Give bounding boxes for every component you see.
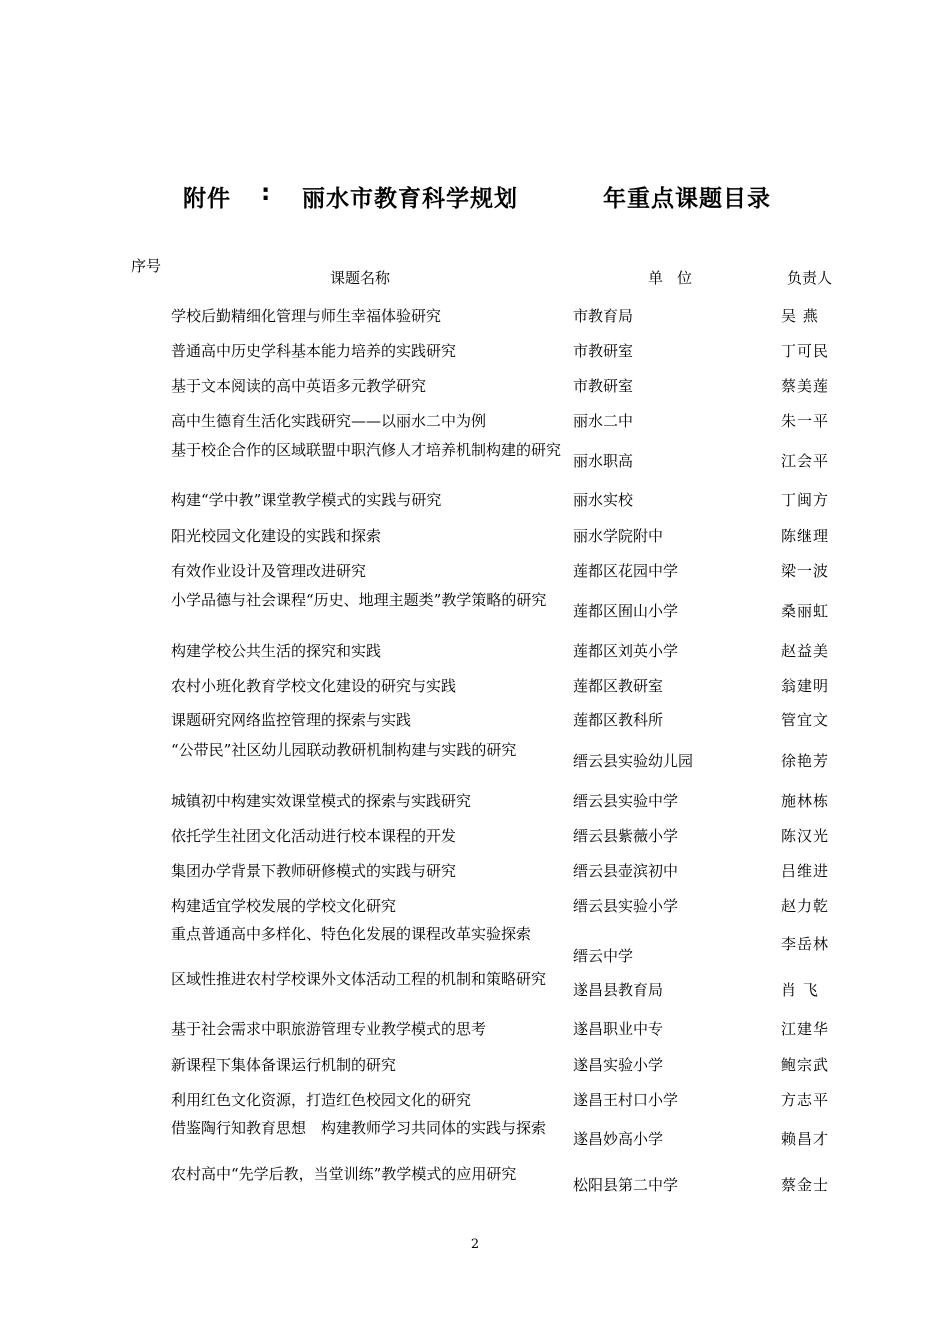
unit-cell: 莲都区刘英小学 [573, 642, 679, 660]
unit-cell: 莲都区教研室 [573, 677, 664, 695]
unit-cell: 市教研室 [573, 342, 634, 360]
title-attachment-label: 附件 [183, 186, 231, 212]
table-row [0, 340, 950, 362]
person-in-charge-cell: 鲍宗武 [781, 1056, 830, 1074]
unit-cell: 缙云县壶滨初中 [573, 862, 679, 880]
topic-name-cell: 构建“学中教”课堂教学模式的实践与研究 [171, 491, 442, 509]
unit-cell: 遂昌职业中专 [573, 1020, 664, 1038]
table-row [0, 968, 950, 1012]
topic-name-cell: 高中生德育生活化实践研究——以丽水二中为例 [171, 412, 487, 430]
topic-name-cell: 构建适宜学校发展的学校文化研究 [171, 897, 397, 915]
unit-cell: 松阳县第二中学 [573, 1176, 679, 1194]
table-row [0, 1054, 950, 1076]
unit-cell: 丽水学院附中 [573, 527, 664, 545]
table-row [0, 640, 950, 662]
table-row [0, 1163, 950, 1207]
person-in-charge-cell: 陈继理 [781, 527, 830, 545]
topic-name-cell: 有效作业设计及管理改进研究 [171, 562, 367, 580]
unit-cell: 莲都区囿山小学 [573, 602, 679, 620]
person-in-charge-cell: 吕维进 [781, 862, 830, 880]
table-row [0, 923, 950, 967]
unit-cell: 遂昌妙高小学 [573, 1130, 664, 1148]
table-row [0, 709, 950, 731]
person-in-charge-cell: 赵益美 [781, 642, 830, 660]
topic-name-cell: 课题研究网络监控管理的探索与实践 [171, 711, 412, 729]
page-number: 2 [470, 1237, 480, 1252]
person-in-charge-cell: 赵力乾 [781, 897, 830, 915]
person-in-charge-cell: 蔡金士 [781, 1176, 830, 1194]
table-row [0, 410, 950, 432]
topic-name-cell: 构建学校公共生活的探究和实践 [171, 642, 382, 660]
topic-name-cell: 依托学生社团文化活动进行校本课程的开发 [171, 827, 457, 845]
topic-name-cell: 阳光校园文化建设的实践和探索 [171, 527, 382, 545]
topic-name-cell: 利用红色文化资源，打造红色校园文化的研究 [171, 1091, 472, 1109]
unit-cell: 缙云中学 [573, 947, 634, 965]
person-in-charge-cell: 陈汉光 [781, 827, 830, 845]
header-index: 序号 [131, 257, 162, 275]
table-row [0, 1117, 950, 1161]
person-in-charge-cell: 蔡美莲 [781, 377, 830, 395]
topic-name-cell: 集团办学背景下教师研修模式的实践与研究 [171, 862, 457, 880]
header-topic-name: 课题名称 [330, 269, 391, 287]
topic-name-cell: 城镇初中构建实效课堂模式的探索与实践研究 [171, 792, 472, 810]
table-row [0, 675, 950, 697]
title-main: 丽水市教育科学规划 [302, 186, 518, 212]
topic-name-cell: 农村小班化教育学校文化建设的研究与实践 [171, 677, 457, 695]
title-colon: : [261, 180, 272, 206]
table-row [0, 895, 950, 917]
unit-cell: 丽水职高 [573, 452, 634, 470]
table-row [0, 489, 950, 511]
table-row [0, 1089, 950, 1111]
table-row [0, 825, 950, 847]
topic-name-cell: 基于校企合作的区域联盟中职汽修人才培养机制构建的研究 [171, 441, 562, 459]
unit-cell: 莲都区花园中学 [573, 562, 679, 580]
header-person-in-charge: 负责人 [787, 269, 833, 287]
person-in-charge-cell: 朱一平 [781, 412, 830, 430]
table-row [0, 375, 950, 397]
person-in-charge-cell: 丁可民 [781, 342, 830, 360]
table-row [0, 439, 950, 483]
topic-name-cell: 基于社会需求中职旅游管理专业教学模式的思考 [171, 1020, 487, 1038]
topic-name-cell: 新课程下集体备课运行机制的研究 [171, 1056, 397, 1074]
person-in-charge-cell: 江会平 [781, 452, 830, 470]
person-in-charge-cell: 管宜文 [781, 711, 830, 729]
table-row [0, 1018, 950, 1040]
topic-name-cell: 农村高中“先学后教，当堂训练”教学模式的应用研究 [171, 1165, 517, 1183]
unit-cell: 莲都区教科所 [573, 711, 664, 729]
unit-cell: 缙云县实验中学 [573, 792, 679, 810]
table-row [0, 860, 950, 882]
page-title [0, 180, 950, 212]
unit-cell: 遂昌王村口小学 [573, 1091, 679, 1109]
table-row [0, 525, 950, 547]
table-row [0, 560, 950, 582]
person-in-charge-cell: 肖 飞 [781, 981, 819, 999]
person-in-charge-cell: 李岳林 [781, 935, 830, 953]
unit-cell: 市教研室 [573, 377, 634, 395]
unit-cell: 缙云县紫薇小学 [573, 827, 679, 845]
person-in-charge-cell: 徐艳芳 [781, 752, 830, 770]
person-in-charge-cell: 吴 燕 [781, 307, 819, 325]
table-row [0, 589, 950, 633]
topic-name-cell: 基于文本阅读的高中英语多元教学研究 [171, 377, 427, 395]
topic-name-cell: 借鉴陶行知教育思想 构建教师学习共同体的实践与探索 [171, 1119, 547, 1137]
topic-name-cell: 区域性推进农村学校课外文体活动工程的机制和策略研究 [171, 970, 547, 988]
person-in-charge-cell: 赖昌才 [781, 1130, 830, 1148]
table-row [0, 305, 950, 327]
person-in-charge-cell: 施林栋 [781, 792, 830, 810]
title-suffix: 年重点课题目录 [603, 186, 771, 212]
person-in-charge-cell: 桑丽虹 [781, 602, 830, 620]
topic-name-cell: “公带民”社区幼儿园联动教研机制构建与实践的研究 [171, 741, 517, 759]
person-in-charge-cell: 江建华 [781, 1020, 830, 1038]
topic-name-cell: 小学品德与社会课程“历史、地理主题类”教学策略的研究 [171, 591, 547, 609]
person-in-charge-cell: 翁建明 [781, 677, 830, 695]
unit-cell: 丽水二中 [573, 412, 634, 430]
person-in-charge-cell: 梁一波 [781, 562, 830, 580]
unit-cell: 遂昌实验小学 [573, 1056, 664, 1074]
person-in-charge-cell: 方志平 [781, 1091, 830, 1109]
unit-cell: 丽水实校 [573, 491, 634, 509]
unit-cell: 缙云县实验幼儿园 [573, 752, 694, 770]
person-in-charge-cell: 丁闽方 [781, 491, 830, 509]
table-row [0, 739, 950, 783]
unit-cell: 遂昌县教育局 [573, 981, 664, 999]
header-unit: 单位 [648, 269, 707, 287]
unit-cell: 市教育局 [573, 307, 634, 325]
unit-cell: 缙云县实验小学 [573, 897, 679, 915]
table-row [0, 790, 950, 812]
topic-name-cell: 重点普通高中多样化、特色化发展的课程改革实验探索 [171, 925, 532, 943]
topic-name-cell: 学校后勤精细化管理与师生幸福体验研究 [171, 307, 442, 325]
topic-name-cell: 普通高中历史学科基本能力培养的实践研究 [171, 342, 457, 360]
